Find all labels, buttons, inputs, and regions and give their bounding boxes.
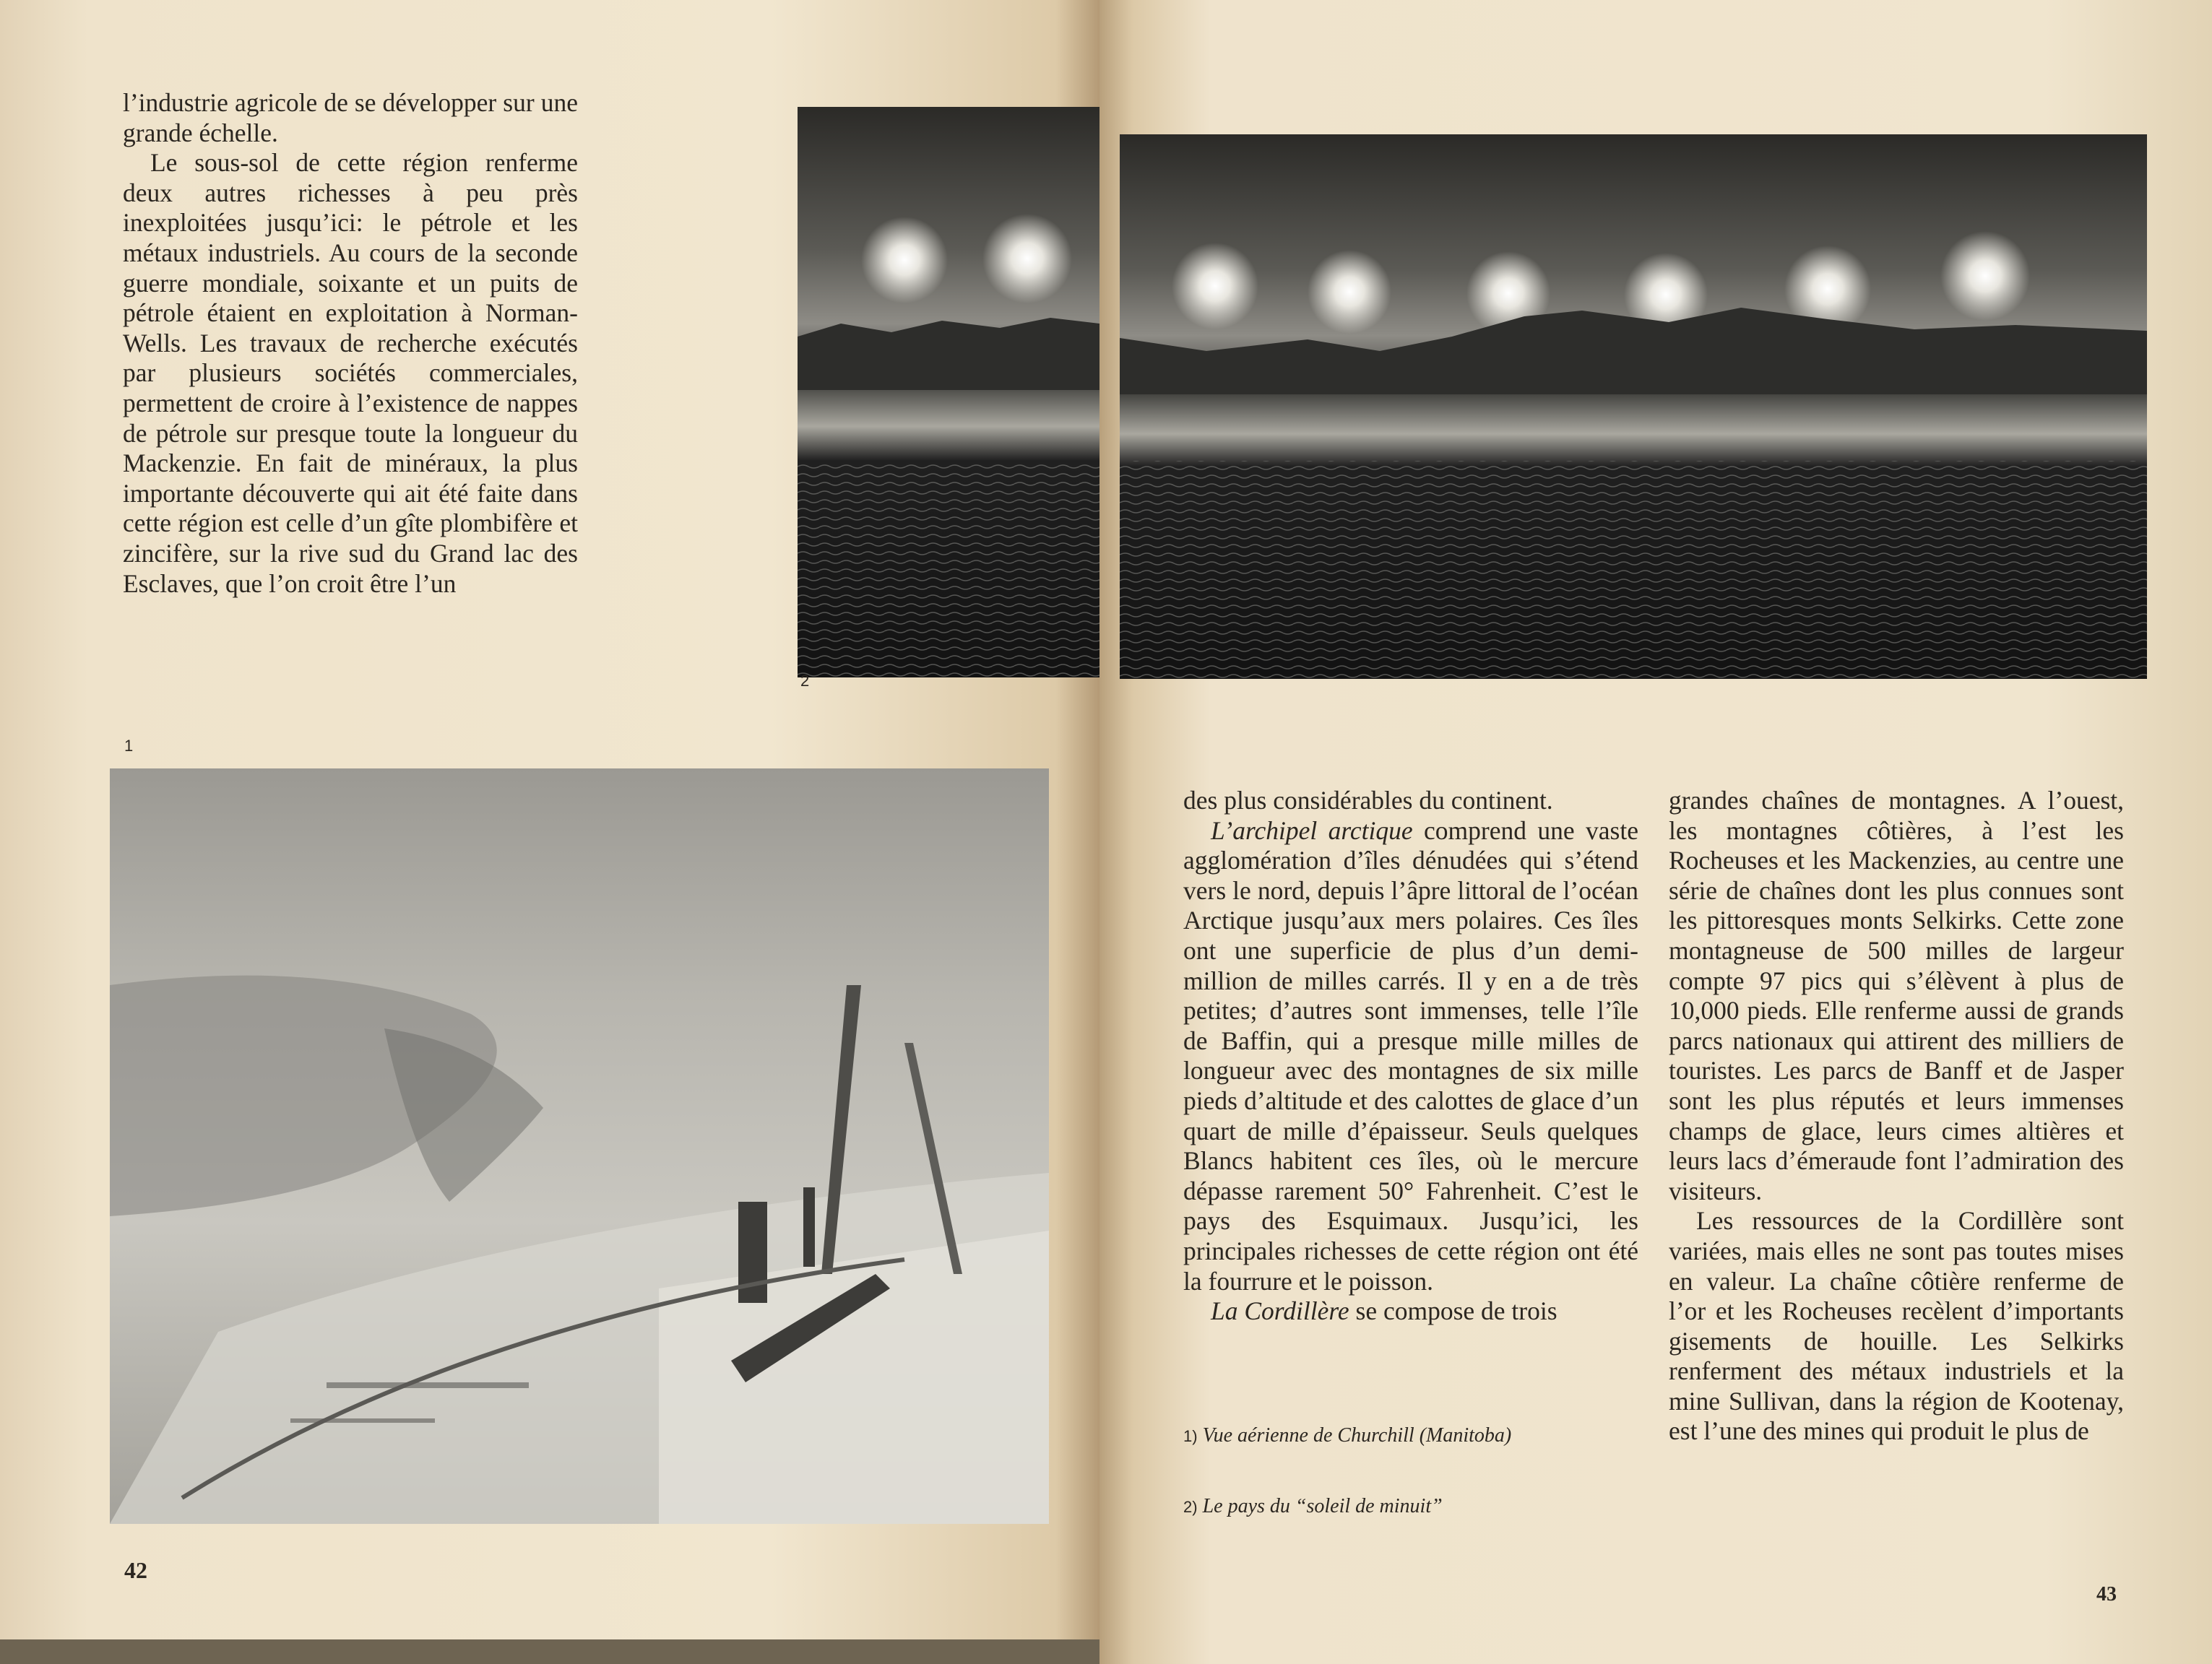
left-page bbox=[0, 0, 1099, 1664]
caption-1: 1) Vue aérienne de Churchill (Manitoba) bbox=[1183, 1424, 1512, 1447]
plate-1-number: 1 bbox=[124, 737, 134, 755]
page-number-left: 42 bbox=[124, 1557, 147, 1583]
right-page-column-2 bbox=[1669, 786, 2124, 1447]
page-number-right: 43 bbox=[2096, 1583, 2117, 1606]
paragraph-cordillera: La Cordillère se compose de trois bbox=[1211, 1296, 1558, 1326]
paragraph-agriculture: l’industrie agricole de se développer sur une grande échelle. bbox=[123, 88, 578, 147]
paragraph-continent: des plus considérables du continent. bbox=[1183, 786, 1553, 815]
midnight-sun-photo-right-half bbox=[1120, 134, 2147, 679]
paragraph-subsoil: Le sous-sol de cette région renferme deux autres richesses à peu près inexploitées jusqu’ici: le pétrole et les métaux industriels. Au cours de la seconde guerre mondiale, soixante et un puits de pétrole étaient en exploitation à Norman-Wells. Les travaux de recherche exécutés par plusieurs sociétés commerciales, permettent de croire à l’existence de nappes de pétrole sur presque toute la longueur du Mackenzie. En fait de minéraux, la plus importante découverte qui ait été faite dans cette région est celle d’un gîte plombifère et zincifère, sur la rive sud du Grand lac des Esclaves, que l’on croit être l’un bbox=[123, 148, 578, 598]
paragraph-mountain-chains: grandes chaînes de montagnes. A l’ouest, les montagnes côtières, à l’est les Rocheuses et les Mackenzies, au centre une série de chaînes dont les plus connues sont les pittoresques monts Selkirks. Cette zone montagneuse de 500 milles de largeur compte 97 pics qui s’élèvent à plus de 10,000 pieds. Elle renferme aussi de grands parcs nationaux qui attirent des milliers de touristes. Les parcs de Banff et de Jasper sont les plus réputés et leurs immenses champs de glace, leurs cimes altières et leurs lacs d’émeraude font l’admiration des visiteurs. bbox=[1669, 786, 2124, 1205]
paragraph-arctic-archipelago: L’archipel arctique comprend une vaste agglomération d’îles dénudées qui s’étend vers le nord, depuis l’âpre littoral de l’océan Arctique jusqu’aux mers polaires. Ces îles ont une superficie de plus d’un demi-million de milles carrés. Il y en a de très petites; d’autres sont immenses, telle l’île de Baffin, qui a presque mille milles de longueur avec des montagnes de six mille pieds d’altitude et des calottes de glace d’un quart de mille d’épaisseur. Seuls quelques Blancs habitent ces îles, où le mercure dépasse rarement 50° Fahrenheit. C’est le pays des Esquimaux. Jusqu’ici, les principales richesses de cette région ont été la fourrure et le poisson. bbox=[1183, 815, 1638, 1296]
right-page bbox=[1099, 0, 2212, 1664]
caption-2: 2) Le pays du “soleil de minuit” bbox=[1183, 1495, 1443, 1517]
lead-arctic-archipelago: L’archipel arctique bbox=[1211, 815, 1413, 845]
left-page-text-column bbox=[123, 88, 578, 599]
churchill-aerial-photo bbox=[110, 768, 1049, 1524]
midnight-sun-photo-left-half bbox=[798, 107, 1099, 677]
lead-cordillera: La Cordillère bbox=[1211, 1296, 1349, 1326]
right-page-column-1 bbox=[1183, 786, 1638, 1327]
paragraph-cordillera-resources: Les ressources de la Cordillère sont variées, mais elles ne sont pas toutes mises en valeur. La chaîne côtière renferme de l’or et les Rocheuses recèlent d’importants gisements de houille. Les Selkirks renferment des métaux industriels et la mine Sullivan, dans la région de Kootenay, est l’une des mines qui produit le plus de bbox=[1669, 1206, 2124, 1446]
page-edge-strip bbox=[0, 1639, 1099, 1664]
plate-2-number: 2 bbox=[800, 672, 810, 690]
